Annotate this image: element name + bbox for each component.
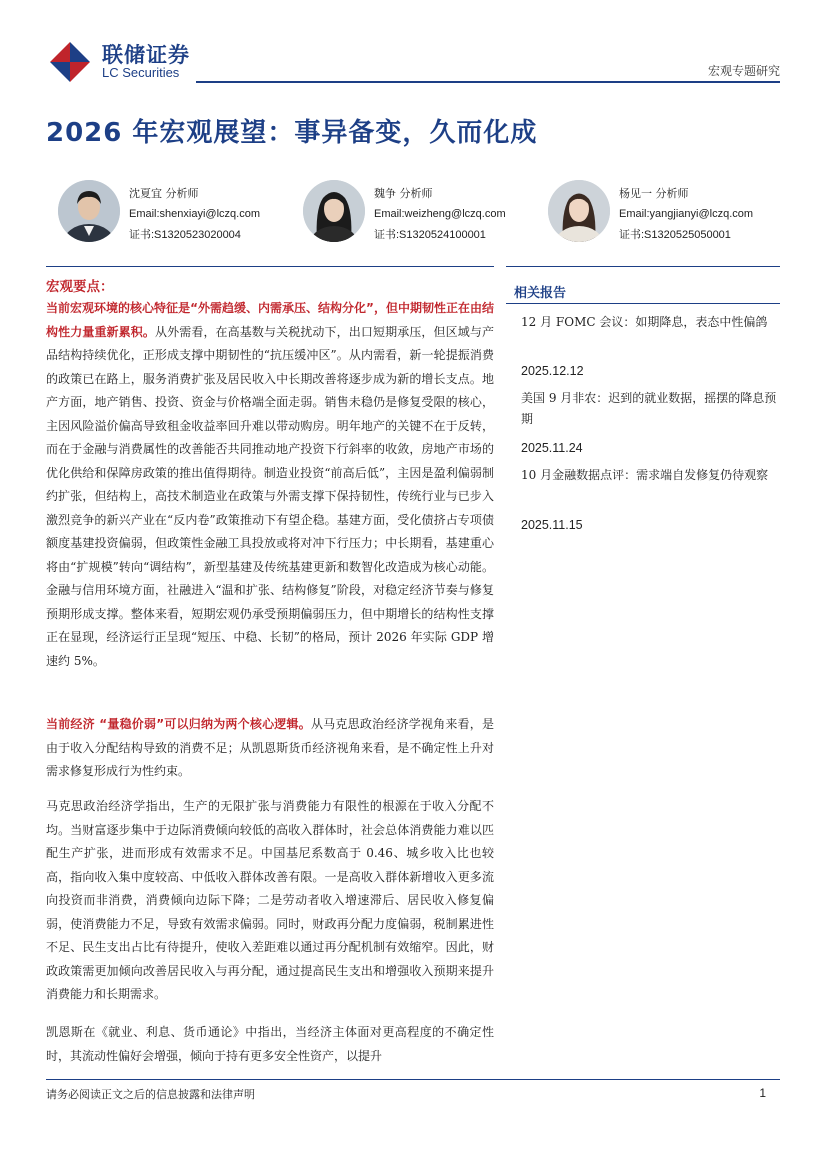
logo-name-cn: 联储证券 [102,43,190,67]
paragraph-3: 马克思政治经济学指出，生产的无限扩张与消费能力有限性的根源在于收入分配不均。当财富逐步集中于边际消费倾向较低的高收入群体时，社会总体消费能力难以匹配生产扩张，进而形成有效需求不足。中国基尼系数高于 0.46、城乡收入比也较高，指向收入集中度较高、中低收入群体改善有限。一是高收入群体新增收入更多流向投资而非消费，消费倾向边际下降；二是劳动者收入增速滞后、居民收入修复偏弱，使消费能力不足，导致有效需求偏弱。同时，财政再分配力度偏弱，税制累进性不足、民生支出占比有待提升，使收入差距难以通过再分配机制有效缩窄。因此，财政政策需更加倾向改善居民收入与再分配，通过提高民生支出和增强收入预期来提升消费能力和长期需求。 [46,799,494,1001]
analyst-cert: 证书:S1320525050001 [619,229,731,241]
related-report-link[interactable]: 12 月 FOMC 会议：如期降息，表态中性偏鸽 [521,315,768,329]
paragraph-2-highlight: 当前经济 “量稳价弱”可以归纳为两个核心逻辑。 [46,717,311,731]
analyst-info-1 [129,183,260,246]
paragraph-1-body: 从外需看，在高基数与关税扰动下，出口短期承压，但区域与产品结构持续优化，正形成支撑中期韧性的“抗压缓冲区”。从内需看，新一轮提振消费的政策已在路上，服务消费扩张及居民收入中长期改善将逐步成为新的增长支点。地产方面，地产销售、投资、资金与价格端全面走弱。销售未稳仍是修复受限的核心，主因风险溢价偏高导致租金收益率回升难以带动购房。明年地产的关键不在于反转，而在于金融与消费属性的改善能否共同推动地产投资下行斜率的收敛，房地产市场的优化供给和保障房政策的推出值得期待。制造业投资“前高后低”，主因是盈利偏弱制约扩张，但结构上，高技术制造业在政策与外需支撑下保持韧性，传统行业与已步入激烈竞争的新兴产业在“反内卷”政策推动下有望企稳。基建方面，受化债挤占专项债额度基建投资偏弱，但政策性金融工具投放或将对冲下行压力；中长期看，基建重心将由“扩规模”转向“调结构”，新型基建及传统基建更新和数智化改造成为核心动能。金融与信用环境方面，社融进入“温和扩张、结构修复”阶段，对稳定经济节奏与修复预期形成支撑。整体来看，短期宏观仍承受预期偏弱压力，但中期增长的结构性支撑正在显现，经济运行正呈现“短压、中稳、长韧”的格局，预计 2026 年实际 GDP 增速约 5%。 [46,324,494,668]
section-title: 宏观要点： [46,279,114,295]
sidebar-divider [506,303,780,304]
analyst-name: 杨见一 分析师 [619,187,689,200]
page-number: 1 [759,1086,766,1100]
analyst-info-2 [374,183,506,246]
paragraph-2-body: 从马克思政治经济学视角来看，是由于收入分配结构导致的消费不足；从凯恩斯货币经济视角来看，是不确定性上升对需求修复形成行为性约束。 [46,717,494,778]
paragraph-4: 凯恩斯在《就业、利息、货币通论》中指出，当经济主体面对更高程度的不确定性时，其流动性偏好会增强，倾向于持有更多安全性资产，以提升 [46,1025,494,1063]
analyst-email[interactable]: Email:shenxiayi@lczq.com [129,208,260,220]
analyst-name: 魏争 分析师 [374,187,433,200]
analyst-photo-2 [303,180,365,242]
related-report-date: 2025.12.12 [521,364,584,378]
analyst-cert: 证书:S1320524100001 [374,229,486,241]
related-reports-title: 相关报告 [514,286,567,301]
related-report-link[interactable]: 美国 9 月非农：迟到的就业数据，摇摆的降息预期 [521,391,777,426]
analyst-email[interactable]: Email:yangjianyi@lczq.com [619,208,754,220]
analyst-cert: 证书:S1320523020004 [129,229,241,241]
related-report-date: 2025.11.24 [521,441,583,455]
page-title: 2026 年宏观展望：事异备变，久而化成 [46,118,538,148]
main-section-divider [46,266,494,267]
company-logo [46,38,196,82]
footer-divider [46,1079,780,1080]
logo-name-en: LC Securities [102,65,180,80]
analyst-photo-1 [58,180,120,242]
report-series: 宏观专题研究 [707,64,780,78]
analyst-info-3 [619,183,753,246]
paragraph-2 [46,713,494,784]
related-report-date: 2025.11.15 [521,518,583,532]
analyst-email[interactable]: Email:weizheng@lczq.com [374,208,506,220]
paragraph-1-highlight: 当前宏观环境的核心特征是“外需趋缓、内需承压、结构分化”，但中期韧性正在由结构性力量重新累积。 [46,301,494,339]
sidebar-top-divider [506,266,780,267]
analyst-photo-3 [548,180,610,242]
paragraph-1 [46,297,494,673]
header-divider [196,81,780,83]
related-report-link[interactable]: 10 月金融数据点评：需求端自发修复仍待观察 [521,468,769,482]
analyst-name: 沈夏宜 分析师 [129,187,199,200]
logo-mark-icon [46,38,94,82]
footer-disclaimer: 请务必阅读正文之后的信息披露和法律声明 [46,1088,255,1101]
